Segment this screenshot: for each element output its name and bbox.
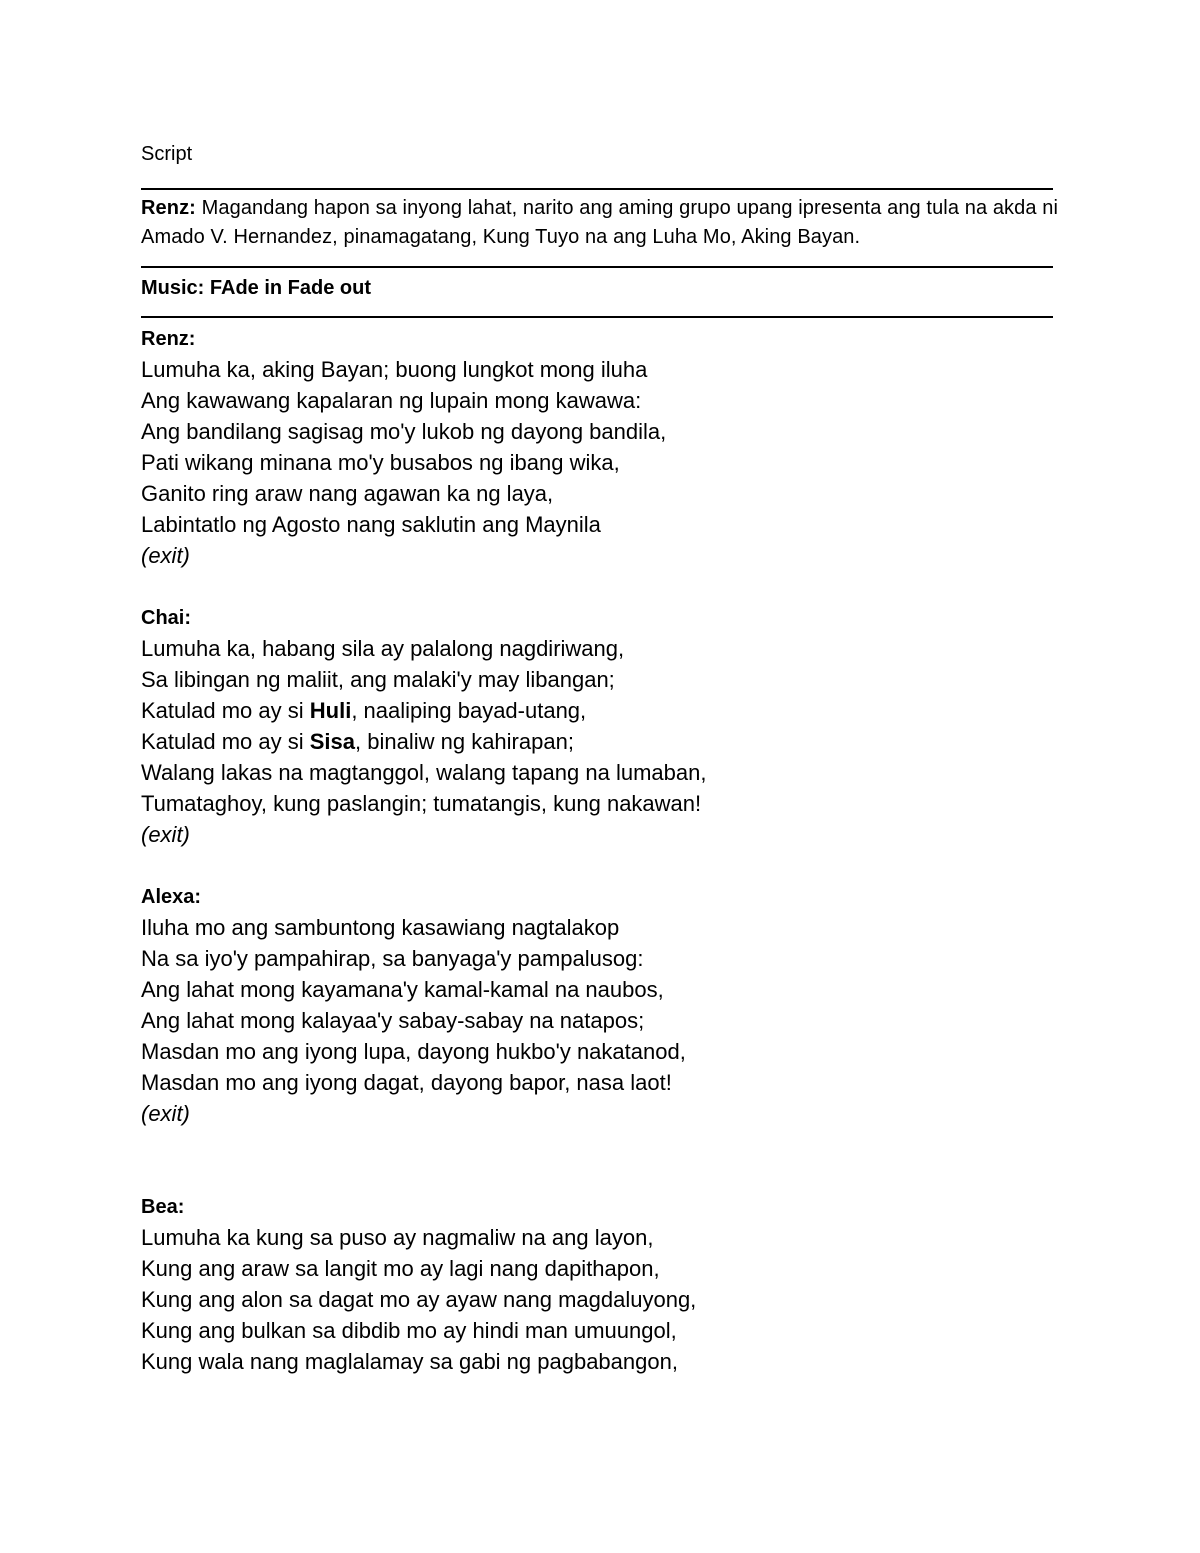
poem-line: [141, 695, 1061, 726]
line-text: , binaliw ng kahirapan;: [355, 729, 574, 754]
poem-line: Ang lahat mong kayamana'y kamal-kamal na naubos,: [141, 977, 664, 1002]
stanza-gap: [141, 1129, 1061, 1192]
stanza-gap: [141, 571, 1061, 603]
poem-line: Ang lahat mong kalayaa'y sabay-sabay na natapos;: [141, 1008, 645, 1033]
poem-line: Masdan mo ang iyong dagat, dayong bapor, nasa laot!: [141, 1070, 672, 1095]
poem-line: Walang lakas na magtanggol, walang tapang na lumaban,: [141, 760, 707, 785]
stanza-bea: [141, 1192, 1061, 1377]
speaker-label: Bea:: [141, 1196, 185, 1218]
intro-text: Magandang hapon sa inyong lahat, narito ang aming grupo upang ipresenta ang tula na akda ni Amado V. Hernandez, pinamagatang, Kung Tuyo na ang Luha Mo, Aking Bayan.: [141, 197, 1059, 248]
document-page: [141, 140, 1061, 1377]
speaker-label: Alexa:: [141, 886, 202, 908]
poem-line: Kung wala nang maglalamay sa gabi ng pagbabangon,: [141, 1349, 678, 1374]
intro-speaker: Renz:: [141, 197, 196, 219]
divider-line: [141, 266, 1053, 268]
poem-line: [141, 726, 1061, 757]
speaker-label: Chai:: [141, 607, 191, 629]
poem-line: Kung ang alon sa dagat mo ay ayaw nang magdaluyong,: [141, 1287, 697, 1312]
stanza-renz: [141, 324, 1061, 571]
exit-direction: (exit): [141, 1101, 190, 1126]
stanza-chai: [141, 603, 1061, 850]
poem-line: Ang bandilang sagisag mo'y lukob ng dayong bandila,: [141, 419, 667, 444]
poem-line: Kung ang araw sa langit mo ay lagi nang dapithapon,: [141, 1256, 660, 1281]
poem-line: Labintatlo ng Agosto nang saklutin ang Maynila: [141, 512, 601, 537]
exit-direction: (exit): [141, 543, 190, 568]
poem-line: Sa libingan ng maliit, ang malaki'y may libangan;: [141, 667, 615, 692]
poem-line: Tumataghoy, kung paslangin; tumatangis, kung nakawan!: [141, 791, 702, 816]
line-text: Katulad mo ay si: [141, 698, 310, 723]
divider-line: [141, 316, 1053, 318]
line-text: , naaliping bayad-utang,: [351, 698, 587, 723]
poem-line: Lumuha ka kung sa puso ay nagmaliw na ang layon,: [141, 1225, 654, 1250]
intro-paragraph: [141, 194, 1061, 252]
document-title: Script: [141, 143, 193, 165]
poem-line: Lumuha ka, aking Bayan; buong lungkot mong iluha: [141, 357, 648, 382]
music-cue: Music: FAde in Fade out: [141, 277, 372, 299]
poem-line: Iluha mo ang sambuntong kasawiang nagtalakop: [141, 915, 620, 940]
poem-line: Kung ang bulkan sa dibdib mo ay hindi man umuungol,: [141, 1318, 677, 1343]
character-name-sisa: Sisa: [309, 729, 356, 754]
poem-line: Na sa iyo'y pampahirap, sa banyaga'y pampalusog:: [141, 946, 644, 971]
poem-line: Ang kawawang kapalaran ng lupain mong kawawa:: [141, 388, 642, 413]
poem-line: Pati wikang minana mo'y busabos ng ibang wika,: [141, 450, 620, 475]
stanza-gap: [141, 850, 1061, 882]
poem-line: Masdan mo ang iyong lupa, dayong hukbo'y nakatanod,: [141, 1039, 686, 1064]
speaker-label: Renz:: [141, 328, 196, 350]
exit-direction: (exit): [141, 822, 190, 847]
divider-line: [141, 188, 1053, 190]
poem-line: Ganito ring araw nang agawan ka ng laya,: [141, 481, 554, 506]
stanza-alexa: [141, 882, 1061, 1129]
line-text: Katulad mo ay si: [141, 729, 310, 754]
poem-line: Lumuha ka, habang sila ay palalong nagdiriwang,: [141, 636, 625, 661]
character-name-huli: Huli: [309, 698, 352, 723]
